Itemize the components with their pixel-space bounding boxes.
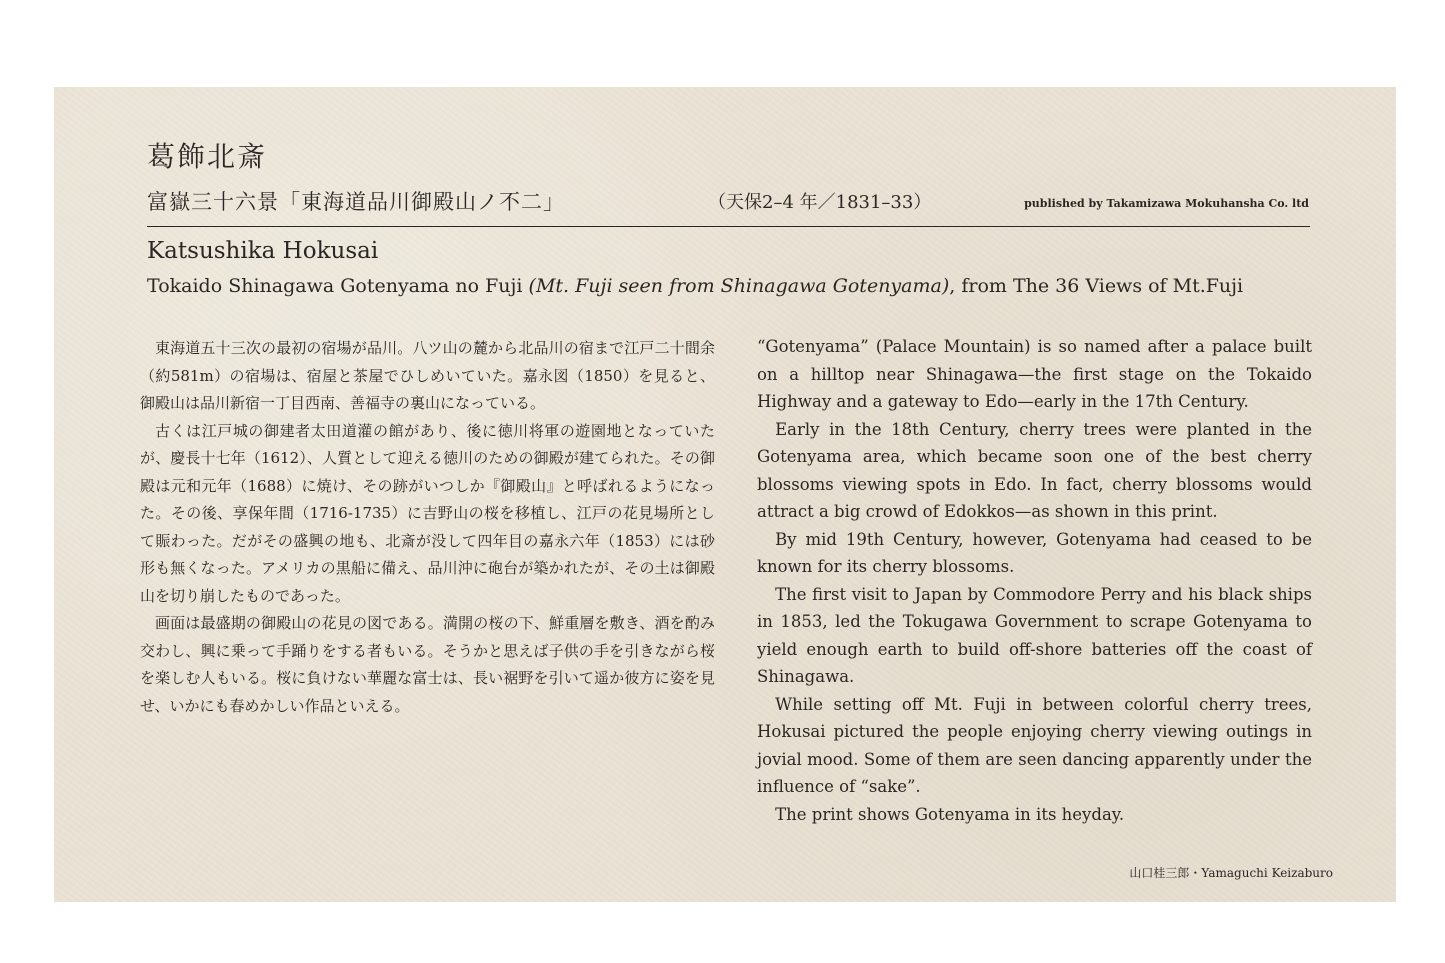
en-description xyxy=(757,333,1312,828)
en-paragraph: By mid 19th Century, however, Gotenyama had ceased to be known for its cherry blossoms. xyxy=(757,529,1312,576)
en-paragraph: The first visit to Japan by Commodore Perry and his black ships in 1853, led the Tokugawa Government to scrape Gotenyama to yield enough earth to build off-shore batteries off the coast of Shinagawa. xyxy=(757,584,1312,686)
en-paragraph: The print shows Gotenyama in its heyday. xyxy=(775,804,1125,824)
jp-description xyxy=(140,335,715,720)
en-paragraph: “Gotenyama” (Palace Mountain) is so named after a palace built on a hilltop near Shinagawa—the first stage on the Tokaido Highway and a gateway to Edo—early in the 17th Century. xyxy=(757,337,1312,411)
en-paragraph: While setting off Mt. Fuji in between colorful cherry trees, Hokusai pictured the people enjoying cherry viewing outings in jovial mood. Some of them are seen dancing apparently under the influence of “sake”. xyxy=(757,694,1312,796)
en-title-translation: (Mt. Fuji seen from Shinagawa Gotenyama) xyxy=(528,275,950,297)
jp-paragraph: 画面は最盛期の御殿山の花見の図である。満開の桜の下、鮮重層を敷き、酒を酌み交わし、興に乗って手踊りをする者もいる。そうかと思えば子供の手を引きながら桜を楽しむ人もいる。桜に負けない華麗な富士は、長い裾野を引いて遥か彼方に姿を見せ、いかにも春めかしい作品といえる。 xyxy=(140,614,715,715)
jp-paragraph: 東海道五十三次の最初の宿場が品川。八ツ山の麓から北品川の宿まで江戸二十間余（約581m）の宿場は、宿屋と茶屋でひしめいていた。嘉永図（1850）を見ると、御殿山は品川新宿一丁目西南、善福寺の裏山になっている。 xyxy=(140,339,715,412)
jp-print-title: 富嶽三十六景「東海道品川御殿山ノ不二」 xyxy=(147,190,565,214)
en-title-series: , from The 36 Views of Mt.Fuji xyxy=(949,275,1244,297)
jp-paragraph: 古くは江戸城の御建者太田道灌の館があり、後に徳川将軍の遊園地となっていたが、慶長十七年（1612）、人質として迎える徳川のための御殿が建てられた。その御殿は元和元年（1688）に焼け、その跡がいつしか『御殿山』と呼ばれるようになった。その後、享保年間（1716-1735）に吉野山の桜を移植し、江戸の花見場所として賑わった。だがその盛興の地も、北斎が没して四年目の嘉永六年（1853）には砂形も無くなった。アメリカの黒船に備え、品川沖に砲台が築かれたが、その土は御殿山を切り崩したものであった。 xyxy=(140,421,715,605)
header-divider xyxy=(147,226,1310,227)
jp-date: （天保2–4 年／1831–33） xyxy=(708,192,932,213)
publisher-credit: published by Takamizawa Mokuhansha Co. ltd xyxy=(1024,197,1309,210)
en-print-title xyxy=(147,275,1243,297)
en-artist-name: Katsushika Hokusai xyxy=(147,238,379,264)
jp-artist-name: 葛飾北斎 xyxy=(147,140,268,173)
info-card xyxy=(54,87,1396,902)
en-title-main: Tokaido Shinagawa Gotenyama no Fuji xyxy=(147,275,523,297)
en-paragraph: Early in the 18th Century, cherry trees were planted in the Gotenyama area, which became soon one of the best cherry blossoms viewing spots in Edo. In fact, cherry blossoms would attract a big crowd of Edokkos—as shown in this print. xyxy=(757,419,1312,521)
author-credit: 山口桂三郎・Yamaguchi Keizaburo xyxy=(1129,866,1333,880)
